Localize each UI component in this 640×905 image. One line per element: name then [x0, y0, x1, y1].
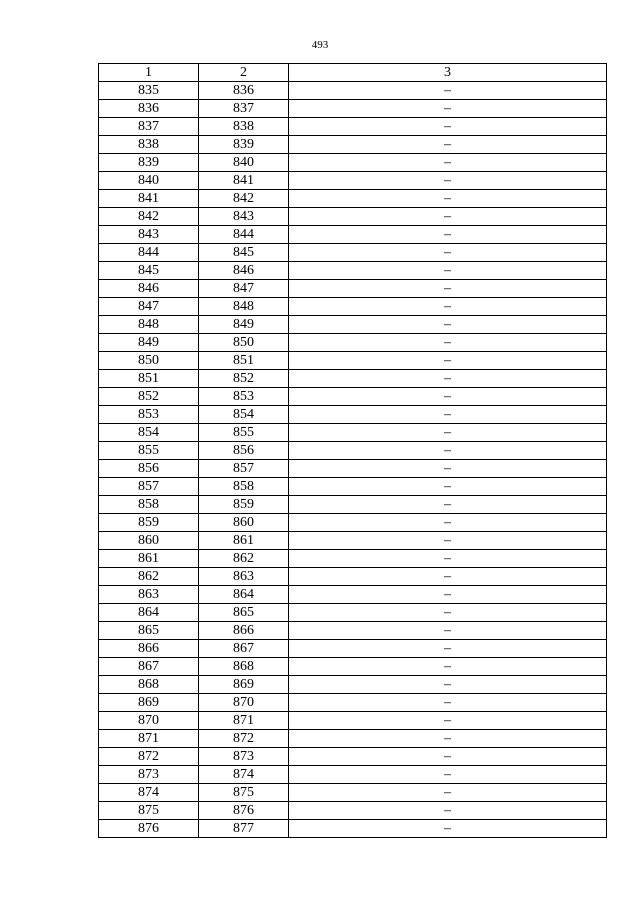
table-cell-col-2: 862 [199, 550, 289, 568]
table-cell-col-1: 851 [99, 370, 199, 388]
column-header-3: 3 [289, 64, 607, 82]
table-cell-col-1: 849 [99, 334, 199, 352]
table-cell-col-2: 872 [199, 730, 289, 748]
table-cell-col-3: – [289, 298, 607, 316]
table-row [99, 154, 607, 172]
table-cell-col-1: 871 [99, 730, 199, 748]
table-cell-col-2: 838 [199, 118, 289, 136]
table-cell-col-1: 869 [99, 694, 199, 712]
table-cell-col-3: – [289, 766, 607, 784]
table-cell-col-2: 852 [199, 370, 289, 388]
table-cell-col-1: 842 [99, 208, 199, 226]
table-cell-col-3: – [289, 424, 607, 442]
table-cell-col-2: 837 [199, 100, 289, 118]
table-row [99, 406, 607, 424]
table-cell-col-2: 861 [199, 532, 289, 550]
table-row [99, 694, 607, 712]
table-cell-col-1: 847 [99, 298, 199, 316]
table-cell-col-1: 856 [99, 460, 199, 478]
table-row [99, 766, 607, 784]
table-cell-col-1: 837 [99, 118, 199, 136]
table-cell-col-2: 873 [199, 748, 289, 766]
table-cell-col-1: 863 [99, 586, 199, 604]
table-cell-col-3: – [289, 154, 607, 172]
table-cell-col-1: 864 [99, 604, 199, 622]
table-row [99, 280, 607, 298]
table-body [99, 82, 607, 838]
table-cell-col-3: – [289, 748, 607, 766]
table-row [99, 676, 607, 694]
table-cell-col-2: 839 [199, 136, 289, 154]
table-row [99, 262, 607, 280]
table-cell-col-1: 875 [99, 802, 199, 820]
table-cell-col-2: 856 [199, 442, 289, 460]
table-cell-col-3: – [289, 100, 607, 118]
table-cell-col-1: 870 [99, 712, 199, 730]
table-row [99, 658, 607, 676]
table-cell-col-1: 845 [99, 262, 199, 280]
table-cell-col-2: 851 [199, 352, 289, 370]
table-cell-col-3: – [289, 676, 607, 694]
table-row [99, 460, 607, 478]
table-row [99, 496, 607, 514]
table-row [99, 226, 607, 244]
table-cell-col-2: 845 [199, 244, 289, 262]
table-row [99, 352, 607, 370]
table-cell-col-3: – [289, 334, 607, 352]
table-cell-col-2: 858 [199, 478, 289, 496]
table-cell-col-1: 876 [99, 820, 199, 838]
table-cell-col-3: – [289, 694, 607, 712]
table-cell-col-1: 862 [99, 568, 199, 586]
table-row [99, 748, 607, 766]
table-row [99, 244, 607, 262]
column-header-1: 1 [99, 64, 199, 82]
table-row [99, 640, 607, 658]
table-cell-col-3: – [289, 208, 607, 226]
table-row [99, 208, 607, 226]
table-cell-col-3: – [289, 190, 607, 208]
table-cell-col-2: 867 [199, 640, 289, 658]
table-cell-col-1: 841 [99, 190, 199, 208]
table-cell-col-3: – [289, 370, 607, 388]
table-cell-col-2: 855 [199, 424, 289, 442]
table-cell-col-1: 866 [99, 640, 199, 658]
table-row [99, 82, 607, 100]
table-row [99, 136, 607, 154]
table-cell-col-2: 842 [199, 190, 289, 208]
table-cell-col-1: 857 [99, 478, 199, 496]
table-cell-col-1: 861 [99, 550, 199, 568]
table-cell-col-1: 855 [99, 442, 199, 460]
table-cell-col-3: – [289, 568, 607, 586]
table-cell-col-2: 865 [199, 604, 289, 622]
table-cell-col-1: 859 [99, 514, 199, 532]
table-cell-col-3: – [289, 820, 607, 838]
table-cell-col-2: 848 [199, 298, 289, 316]
table-cell-col-1: 852 [99, 388, 199, 406]
table-row [99, 622, 607, 640]
table-cell-col-2: 869 [199, 676, 289, 694]
table-row [99, 118, 607, 136]
table-cell-col-3: – [289, 730, 607, 748]
table-cell-col-2: 874 [199, 766, 289, 784]
table-cell-col-2: 857 [199, 460, 289, 478]
table-cell-col-1: 850 [99, 352, 199, 370]
table-cell-col-3: – [289, 406, 607, 424]
table-row [99, 190, 607, 208]
table-cell-col-1: 844 [99, 244, 199, 262]
table-row [99, 388, 607, 406]
table-row [99, 784, 607, 802]
table-cell-col-3: – [289, 784, 607, 802]
table-cell-col-2: 870 [199, 694, 289, 712]
table-cell-col-3: – [289, 172, 607, 190]
table-row [99, 172, 607, 190]
table-cell-col-3: – [289, 550, 607, 568]
table-cell-col-2: 875 [199, 784, 289, 802]
table-cell-col-1: 843 [99, 226, 199, 244]
table-cell-col-2: 840 [199, 154, 289, 172]
table-cell-col-3: – [289, 532, 607, 550]
table-cell-col-2: 849 [199, 316, 289, 334]
table-cell-col-3: – [289, 640, 607, 658]
table-row [99, 712, 607, 730]
table-cell-col-1: 848 [99, 316, 199, 334]
table-cell-col-1: 867 [99, 658, 199, 676]
table-cell-col-1: 835 [99, 82, 199, 100]
table-cell-col-3: – [289, 604, 607, 622]
table-row [99, 424, 607, 442]
table-cell-col-1: 873 [99, 766, 199, 784]
table-cell-col-3: – [289, 118, 607, 136]
table-cell-col-1: 874 [99, 784, 199, 802]
table-cell-col-2: 863 [199, 568, 289, 586]
table-row [99, 334, 607, 352]
column-header-2: 2 [199, 64, 289, 82]
table-cell-col-3: – [289, 586, 607, 604]
table-cell-col-1: 853 [99, 406, 199, 424]
table-cell-col-3: – [289, 442, 607, 460]
table-cell-col-2: 866 [199, 622, 289, 640]
table-cell-col-1: 872 [99, 748, 199, 766]
table-row [99, 586, 607, 604]
table-cell-col-3: – [289, 388, 607, 406]
table-cell-col-1: 865 [99, 622, 199, 640]
table-cell-col-2: 843 [199, 208, 289, 226]
table-cell-col-2: 836 [199, 82, 289, 100]
table-cell-col-2: 841 [199, 172, 289, 190]
table-cell-col-3: – [289, 712, 607, 730]
table-cell-col-1: 838 [99, 136, 199, 154]
table-cell-col-3: – [289, 478, 607, 496]
table-row [99, 316, 607, 334]
table-cell-col-2: 859 [199, 496, 289, 514]
table-cell-col-3: – [289, 244, 607, 262]
table-cell-col-2: 876 [199, 802, 289, 820]
table-cell-col-1: 836 [99, 100, 199, 118]
table-cell-col-2: 868 [199, 658, 289, 676]
table-cell-col-3: – [289, 496, 607, 514]
table-row [99, 514, 607, 532]
table-cell-col-3: – [289, 136, 607, 154]
table-cell-col-3: – [289, 226, 607, 244]
table-row [99, 730, 607, 748]
header-row [99, 64, 607, 82]
table-cell-col-3: – [289, 802, 607, 820]
table-cell-col-2: 847 [199, 280, 289, 298]
table-row [99, 478, 607, 496]
table-cell-col-2: 860 [199, 514, 289, 532]
table-cell-col-1: 846 [99, 280, 199, 298]
table-cell-col-1: 854 [99, 424, 199, 442]
table-row [99, 298, 607, 316]
table-row [99, 550, 607, 568]
table-cell-col-1: 868 [99, 676, 199, 694]
table-cell-col-3: – [289, 460, 607, 478]
table-row [99, 604, 607, 622]
table-row [99, 370, 607, 388]
table-cell-col-2: 864 [199, 586, 289, 604]
table-cell-col-1: 840 [99, 172, 199, 190]
table-cell-col-2: 850 [199, 334, 289, 352]
table-row [99, 568, 607, 586]
table-row [99, 802, 607, 820]
table-cell-col-3: – [289, 82, 607, 100]
table-header [99, 64, 607, 82]
table-cell-col-2: 846 [199, 262, 289, 280]
page-number: 493 [311, 39, 329, 51]
data-table [98, 63, 607, 838]
table-cell-col-3: – [289, 658, 607, 676]
table-cell-col-2: 844 [199, 226, 289, 244]
table-row [99, 820, 607, 838]
table-row [99, 442, 607, 460]
table-cell-col-1: 860 [99, 532, 199, 550]
table-cell-col-2: 854 [199, 406, 289, 424]
table-cell-col-3: – [289, 352, 607, 370]
table-cell-col-3: – [289, 622, 607, 640]
table-cell-col-3: – [289, 316, 607, 334]
table-cell-col-3: – [289, 514, 607, 532]
table-cell-col-2: 877 [199, 820, 289, 838]
table-cell-col-1: 839 [99, 154, 199, 172]
table-cell-col-2: 853 [199, 388, 289, 406]
table-row [99, 100, 607, 118]
table-cell-col-3: – [289, 262, 607, 280]
table-cell-col-1: 858 [99, 496, 199, 514]
table-cell-col-2: 871 [199, 712, 289, 730]
table-row [99, 532, 607, 550]
table-cell-col-3: – [289, 280, 607, 298]
